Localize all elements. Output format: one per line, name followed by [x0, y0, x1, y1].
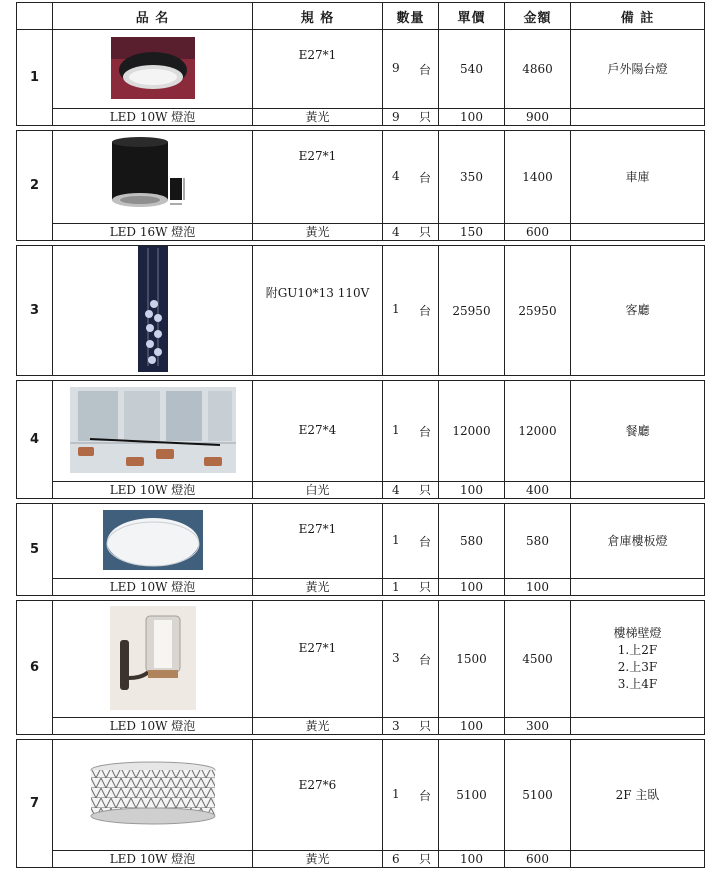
amount-cell: 25950	[505, 246, 571, 376]
price-cell: 25950	[439, 246, 505, 376]
bulb-row	[17, 109, 705, 126]
table-row	[17, 740, 705, 851]
amount-cell: 12000	[505, 381, 571, 482]
amount-cell: 5100	[505, 740, 571, 851]
bulb-spec: 黃光	[253, 224, 383, 241]
spec-cell: E27*4	[253, 381, 383, 482]
price-cell: 1500	[439, 601, 505, 718]
wall-sconce-icon	[110, 606, 196, 710]
item-number: 4	[17, 381, 53, 499]
bulb-remark	[571, 718, 705, 735]
bulb-spec: 黃光	[253, 109, 383, 126]
bulb-qty: 3 只	[383, 718, 439, 735]
remark-cell: 2F 主臥	[571, 740, 705, 851]
bulb-row	[17, 482, 705, 499]
item-number: 5	[17, 504, 53, 596]
bulb-spec: 黃光	[253, 851, 383, 868]
bulb-price: 100	[439, 718, 505, 735]
table-row	[17, 30, 705, 109]
amount-cell: 580	[505, 504, 571, 579]
bulb-remark	[571, 109, 705, 126]
bulb-amount: 600	[505, 851, 571, 868]
spec-cell: E27*1	[253, 601, 383, 718]
item-number: 6	[17, 601, 53, 735]
bulb-name: LED 10W 燈泡	[53, 482, 253, 499]
bulb-qty: 6 只	[383, 851, 439, 868]
product-image	[53, 30, 253, 109]
product-image	[53, 131, 253, 224]
product-image	[53, 381, 253, 482]
header-spec: 規 格	[253, 3, 383, 30]
item-number: 2	[17, 131, 53, 241]
bulb-spec: 黃光	[253, 579, 383, 596]
price-cell: 580	[439, 504, 505, 579]
amount-cell: 4500	[505, 601, 571, 718]
bulb-price: 100	[439, 579, 505, 596]
bulb-name: LED 10W 燈泡	[53, 579, 253, 596]
bulb-row	[17, 224, 705, 241]
bulb-name: LED 16W 燈泡	[53, 224, 253, 241]
remark-cell: 樓梯壁燈 1.上2F 2.上3F 3.上4F	[571, 601, 705, 718]
product-image	[53, 740, 253, 851]
remark-cell: 餐廳	[571, 381, 705, 482]
bulb-row	[17, 579, 705, 596]
header-row	[17, 3, 705, 30]
remark-cell: 倉庫樓板燈	[571, 504, 705, 579]
qty-cell: 1 台	[383, 246, 439, 376]
product-image	[53, 504, 253, 579]
bulb-row	[17, 718, 705, 735]
qty-cell: 3 台	[383, 601, 439, 718]
bulb-price: 100	[439, 109, 505, 126]
item-number: 1	[17, 30, 53, 126]
bulb-qty: 9 只	[383, 109, 439, 126]
price-cell: 5100	[439, 740, 505, 851]
price-cell: 12000	[439, 381, 505, 482]
price-cell: 540	[439, 30, 505, 109]
table-row	[17, 504, 705, 579]
quotation-page	[16, 2, 704, 868]
product-table	[16, 2, 705, 868]
bulb-spec: 黃光	[253, 718, 383, 735]
qty-cell: 1 台	[383, 381, 439, 482]
bulb-price: 150	[439, 224, 505, 241]
spec-cell: 附GU10*13 110V	[253, 246, 383, 376]
qty-cell: 9 台	[383, 30, 439, 109]
bulb-qty: 1 只	[383, 579, 439, 596]
item-number: 3	[17, 246, 53, 376]
pendant-glass-ball-lamp-icon	[138, 246, 168, 372]
cylinder-downlight-icon	[98, 136, 208, 216]
header-no	[17, 3, 53, 30]
qty-cell: 4 台	[383, 131, 439, 224]
header-remark: 備 註	[571, 3, 705, 30]
bulb-price: 100	[439, 851, 505, 868]
product-image	[53, 601, 253, 718]
bulb-row	[17, 851, 705, 868]
qty-cell: 1 台	[383, 740, 439, 851]
bulb-qty: 4 只	[383, 482, 439, 499]
spec-cell: E27*1	[253, 30, 383, 109]
header-amount: 金額	[505, 3, 571, 30]
item-number: 7	[17, 740, 53, 868]
spec-cell: E27*1	[253, 504, 383, 579]
four-head-pendant-lamp-icon	[70, 387, 236, 473]
header-qty: 數量	[383, 3, 439, 30]
bulb-amount: 900	[505, 109, 571, 126]
bulb-price: 100	[439, 482, 505, 499]
drum-ceiling-lamp-icon	[86, 758, 220, 830]
bulb-remark	[571, 851, 705, 868]
table-row	[17, 381, 705, 482]
bulb-amount: 100	[505, 579, 571, 596]
remark-cell: 車庫	[571, 131, 705, 224]
amount-cell: 1400	[505, 131, 571, 224]
bulb-remark	[571, 482, 705, 499]
remark-cell: 客廳	[571, 246, 705, 376]
bulb-name: LED 10W 燈泡	[53, 851, 253, 868]
bulb-amount: 400	[505, 482, 571, 499]
bulb-spec: 白光	[253, 482, 383, 499]
bulb-remark	[571, 224, 705, 241]
table-row	[17, 601, 705, 718]
qty-cell: 1 台	[383, 504, 439, 579]
remark-cell: 戶外陽台燈	[571, 30, 705, 109]
bulb-name: LED 10W 燈泡	[53, 109, 253, 126]
header-product: 品 名	[53, 3, 253, 30]
header-price: 單價	[439, 3, 505, 30]
flat-panel-light-icon	[103, 510, 203, 570]
table-row	[17, 131, 705, 224]
bulb-name: LED 10W 燈泡	[53, 718, 253, 735]
amount-cell: 4860	[505, 30, 571, 109]
bulb-qty: 4 只	[383, 224, 439, 241]
spec-cell: E27*1	[253, 131, 383, 224]
table-row	[17, 246, 705, 376]
bulb-remark	[571, 579, 705, 596]
price-cell: 350	[439, 131, 505, 224]
product-image	[53, 246, 253, 376]
round-ceiling-lamp-icon	[111, 37, 195, 99]
bulb-amount: 600	[505, 224, 571, 241]
bulb-amount: 300	[505, 718, 571, 735]
spec-cell: E27*6	[253, 740, 383, 851]
